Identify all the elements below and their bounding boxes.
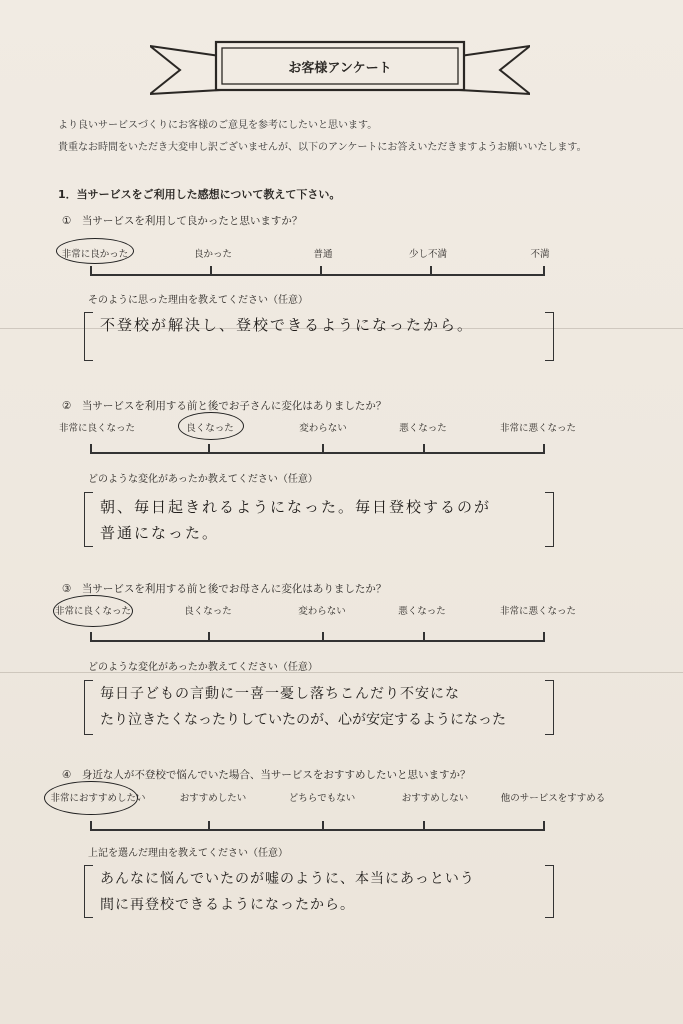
q2-option-1[interactable]: 非常に良くなった <box>58 423 136 434</box>
q4-answer-box[interactable] <box>84 865 554 919</box>
selection-circle <box>56 238 134 264</box>
q4-option-2[interactable]: おすすめしたい <box>179 793 247 804</box>
q1-answer-box[interactable] <box>84 312 554 362</box>
question-4: ④ 身近な人が不登校で悩んでいた場合、当サービスをおすすめしたいと思いますか？ <box>62 769 471 781</box>
q4-option-4[interactable]: おすすめしない <box>401 793 469 804</box>
intro-line-2: 貴重なお時間をいただき大変申し訳ございませんが、以下のアンケートにお答えいただきますようお願いいたします。 <box>58 142 587 153</box>
selection-circle <box>178 412 244 440</box>
q3-answer-line-1: 毎日子どもの言動に一喜一憂し落ちこんだり不安にな <box>100 686 460 702</box>
q4-option-5[interactable]: 他のサービスをすすめる <box>500 793 606 804</box>
q4-option-3[interactable]: どちらでもない <box>288 793 356 804</box>
q3-option-2[interactable]: 良くなった <box>184 606 232 617</box>
question-3: ③ 当サービスを利用する前と後でお母さんに変化はありましたか？ <box>62 583 387 595</box>
q3-reason-label: どのような変化があったか教えてください（任意） <box>88 662 318 673</box>
q4-rating-scale <box>90 817 545 831</box>
q2-option-5[interactable]: 非常に悪くなった <box>499 423 577 434</box>
q4-option-1[interactable]: 非常におすすめしたい <box>50 793 146 804</box>
q3-option-3[interactable]: 変わらない <box>298 606 346 617</box>
section-heading: 1．当サービスをご利用した感想について教えて下さい。 <box>58 188 341 201</box>
q1-option-1[interactable]: 非常に良かった <box>61 249 129 260</box>
q2-option-3[interactable]: 変わらない <box>299 423 347 434</box>
q4-reason-label: 上記を選んだ理由を教えてください（任意） <box>88 848 288 859</box>
question-2: ② 当サービスを利用する前と後でお子さんに変化はありましたか？ <box>62 400 387 412</box>
q2-option-4[interactable]: 悪くなった <box>399 423 447 434</box>
intro-line-1: より良いサービスづくりにお客様のご意見を参考にしたいと思います。 <box>58 120 378 131</box>
q2-answer-line-1: 朝、毎日起きれるようになった。毎日登校するのが <box>100 498 492 516</box>
q3-answer-line-2: たり泣きたくなったりしていたのが、心が安定するようになった <box>100 712 506 728</box>
q3-option-5[interactable]: 非常に悪くなった <box>499 606 577 617</box>
survey-title: お客様アンケート <box>288 61 392 76</box>
q2-reason-label: どのような変化があったか教えてください（任意） <box>88 474 318 485</box>
q3-option-1[interactable]: 非常に良くなった <box>54 606 132 617</box>
q2-answer-box[interactable] <box>84 492 554 548</box>
selection-circle <box>53 595 133 627</box>
q1-rating-scale <box>90 262 545 276</box>
q1-option-3[interactable]: 普通 <box>313 249 333 260</box>
q1-option-2[interactable]: 良かった <box>193 249 233 260</box>
q2-answer-line-2: 普通になった。 <box>100 524 220 542</box>
q4-answer-line-2: 間に再登校できるようになったから。 <box>100 897 355 913</box>
question-1: ① 当サービスを利用して良かったと思いますか？ <box>62 215 303 227</box>
q1-option-5[interactable]: 不満 <box>530 249 550 260</box>
q1-reason-label: そのように思った理由を教えてください（任意） <box>88 295 308 306</box>
q4-answer-line-1: あんなに悩んでいたのが嘘のように、本当にあっという <box>100 871 475 887</box>
selection-circle <box>44 781 138 815</box>
q1-answer-line-1: 不登校が解決し、登校できるようになったから。 <box>100 316 475 334</box>
q2-rating-scale <box>90 440 545 454</box>
q3-option-4[interactable]: 悪くなった <box>398 606 446 617</box>
q3-rating-scale <box>90 628 545 642</box>
q3-answer-box[interactable] <box>84 680 554 736</box>
q1-option-4[interactable]: 少し不満 <box>408 249 448 260</box>
q2-option-2[interactable]: 良くなった <box>186 423 234 434</box>
